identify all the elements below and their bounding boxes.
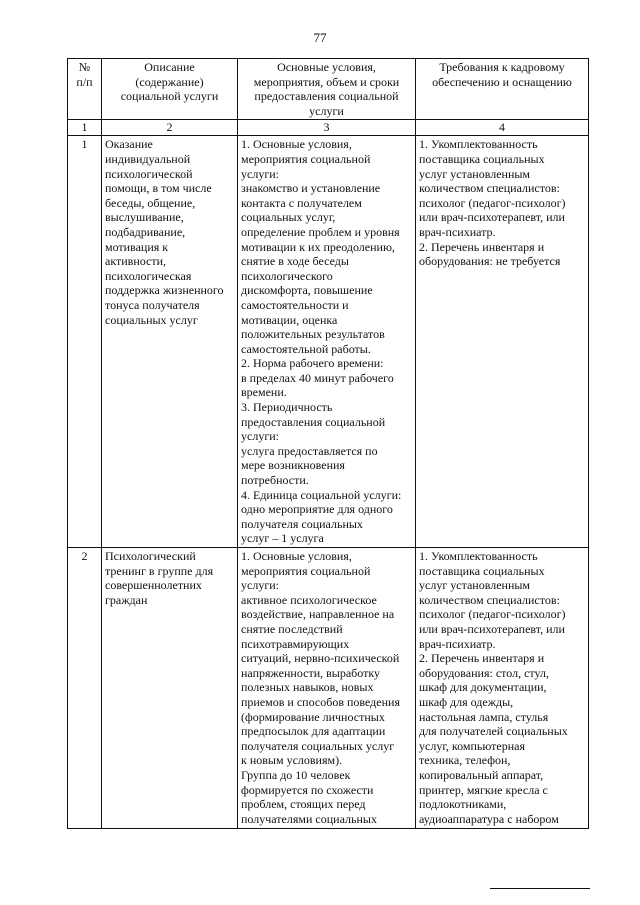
services-table	[67, 58, 589, 829]
footer-divider	[490, 888, 590, 889]
table-header-row	[68, 59, 589, 120]
service-conditions: 1. Основные условия, мероприятия социальной услуги: знакомство и установление контакта с получателем социальных услуг, определение проблем и уровня мотивации к их преодолению, снятие в ходе беседы психологического дискомфорта, повышение самостоятельности и мотивации, оценка положительных результатов самостоятельной работы. 2. Норма рабочего времени: в пределах 40 минут рабочего времени. 3. Периодичность предоставления социальной услуги: услуга предоставляется по мере возникновения потребности. 4. Единица социальной услуги: одно мероприятие для одного получателя социальных услуг – 1 услуга	[238, 136, 416, 548]
header-requirements: Требования к кадровому обеспечению и оснащению	[416, 59, 589, 120]
column-number: 4	[416, 120, 589, 136]
header-description: Описание (содержание) социальной услуги	[102, 59, 238, 120]
column-number: 3	[238, 120, 416, 136]
service-conditions: 1. Основные условия, мероприятия социальной услуги: активное психологическое воздействие, направленное на снятие последствий психотравмирующих ситуаций, нервно-психической напряженности, выработку полезных навыков, новых приемов и способов поведения (формирование личностных предпосылок для адаптации получателя социальных услуг к новым условиям). Группа до 10 человек формируется по схожести проблем, стоящих перед получателями социальных	[238, 548, 416, 829]
column-number-row	[68, 120, 589, 136]
row-number: 1	[68, 136, 102, 548]
header-conditions: Основные условия, мероприятия, объем и сроки предоставления социальной услуги	[238, 59, 416, 120]
service-description: Оказание индивидуальной психологической помощи, в том числе беседы, общение, выслушивание, подбадривание, мотивация к активности, психологическая поддержка жизненного тонуса получателя социальных услуг	[102, 136, 238, 548]
column-number: 2	[102, 120, 238, 136]
page-number: 77	[313, 30, 327, 45]
table-row	[68, 136, 589, 548]
column-number: 1	[68, 120, 102, 136]
service-requirements: 1. Укомплектованность поставщика социальных услуг установленным количеством специалистов: психолог (педагог-психолог) или врач-психотерапевт, или врач-психиатр. 2. Перечень инвентаря и оборудования: не требуется	[416, 136, 589, 548]
header-number: № п/п	[68, 59, 102, 120]
service-description: Психологический тренинг в группе для совершеннолетних граждан	[102, 548, 238, 829]
table-row	[68, 548, 589, 829]
service-requirements: 1. Укомплектованность поставщика социальных услуг установленным количеством специалистов: психолог (педагог-психолог) или врач-психотерапевт, или врач-психиатр. 2. Перечень инвентаря и оборудования: стол, стул, шкаф для документации, шкаф для одежды, настольная лампа, стулья для получателей социальных услуг, компьютерная техника, телефон, копировальный аппарат, принтер, мягкие кресла с подлокотниками, аудиоаппаратура с набором	[416, 548, 589, 829]
row-number: 2	[68, 548, 102, 829]
